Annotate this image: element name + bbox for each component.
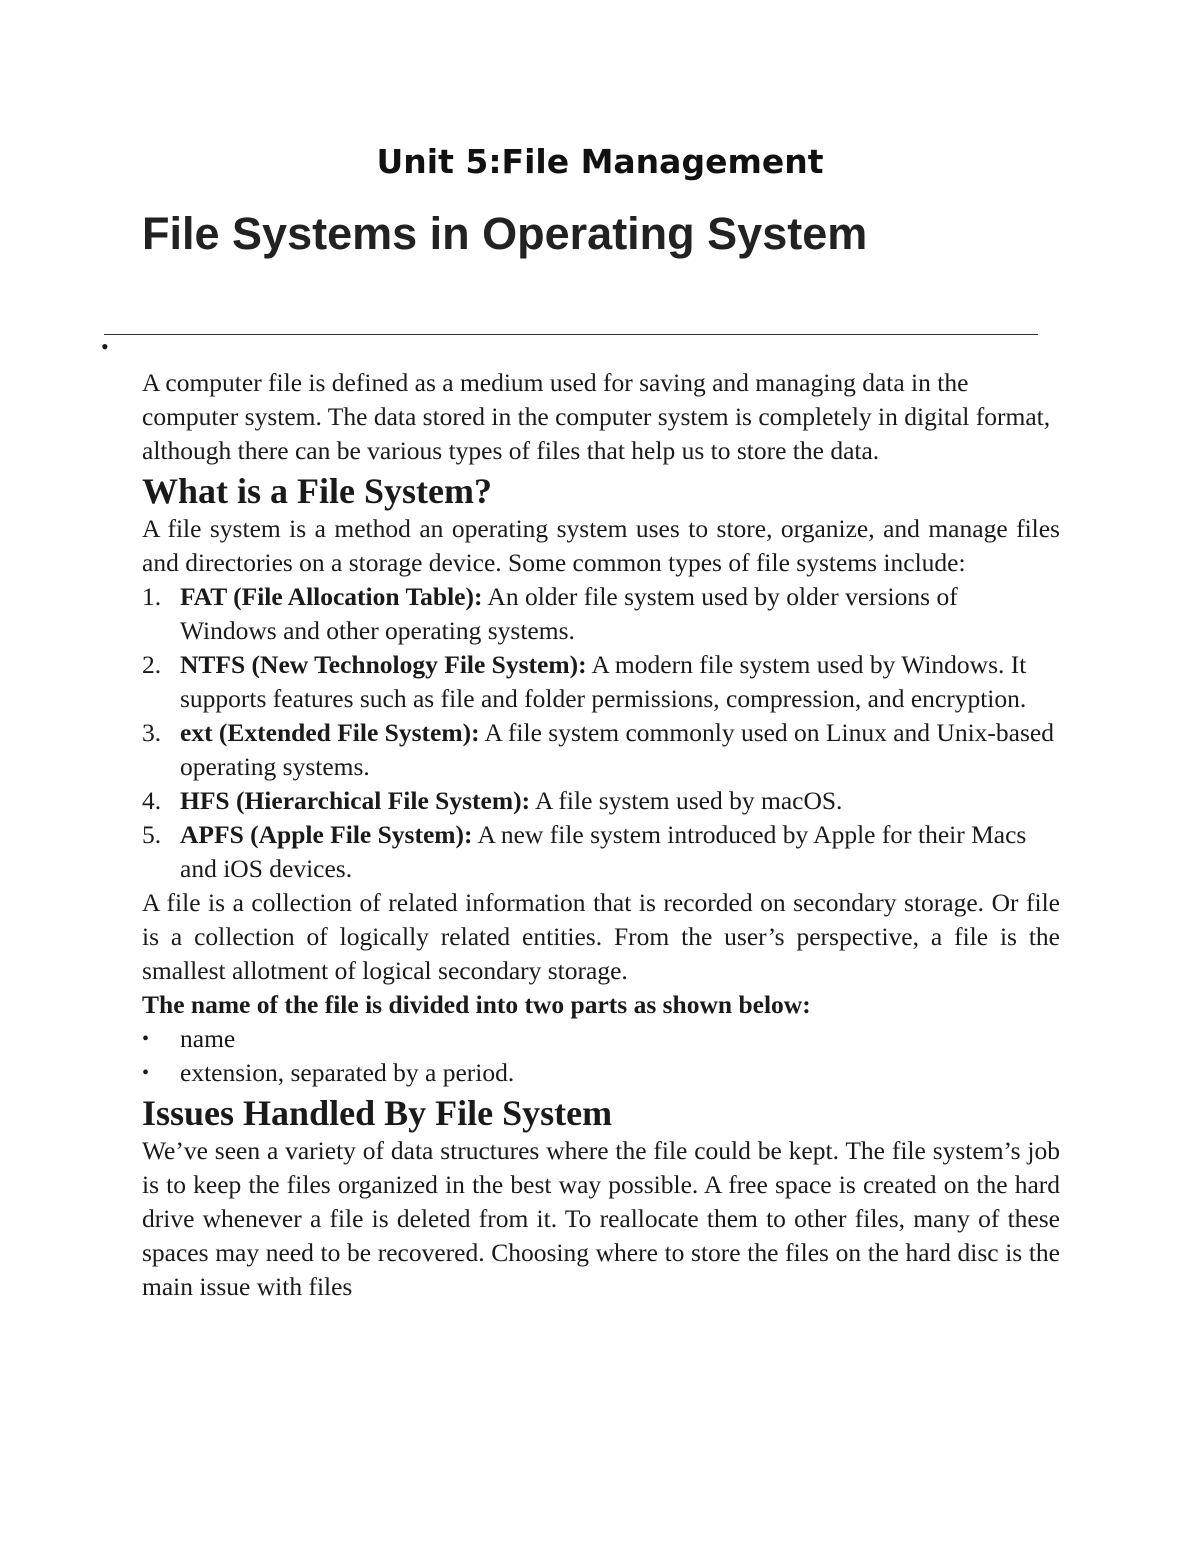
bullet-icon: • xyxy=(142,1028,150,1050)
section-heading-issues: Issues Handled By File System xyxy=(142,1093,613,1133)
list-text: name xyxy=(180,1024,236,1053)
document-body xyxy=(142,366,1060,1304)
list-description: A new file system introduced by Apple for their Macs and iOS devices. xyxy=(180,820,1027,883)
list-description: A file system commonly used on Linux and Unix-based operating systems. xyxy=(180,718,1054,781)
section-heading-file-system: What is a File System? xyxy=(142,471,492,511)
list-description: A file system used by macOS. xyxy=(530,786,843,815)
main-title: File Systems in Operating System xyxy=(142,208,868,259)
list-item xyxy=(142,716,1060,784)
list-item xyxy=(142,784,1060,818)
list-term: APFS (Apple File System): xyxy=(180,820,473,849)
file-system-paragraph: A file system is a method an operating system uses to store, organize, and manage files and directories on a storage device. Some common types of file systems include: xyxy=(142,514,1060,577)
list-item xyxy=(142,580,1060,648)
file-name-intro-text: The name of the file is divided into two parts as shown below: xyxy=(142,990,811,1019)
unit-title: Unit 5:File Management xyxy=(376,142,824,181)
issues-paragraph: We’ve seen a variety of data structures where the file could be kept. The file system’s job is to keep the files organized in the best way possible. A free space is created on the hard drive whenever a file is deleted from it. To reallocate them to other files, many of these spaces may need to be recovered. Choosing where to store the files on the hard disc is the main issue with files xyxy=(142,1136,1060,1301)
list-number: 4. xyxy=(142,786,162,815)
list-term: ext (Extended File System): xyxy=(180,718,480,747)
horizontal-rule xyxy=(104,334,1038,335)
list-term: HFS (Hierarchical File System): xyxy=(180,786,531,815)
list-item xyxy=(142,648,1060,716)
list-number: 1. xyxy=(142,582,162,611)
file-name-intro xyxy=(142,988,1060,1022)
file-system-types-list xyxy=(142,580,1060,886)
list-term: FAT (File Allocation Table): xyxy=(180,582,483,611)
list-item xyxy=(142,818,1060,886)
list-item xyxy=(142,1022,1060,1056)
file-definition-paragraph: A file is a collection of related information that is recorded on secondary storage. Or file is a collection of logically related entities. From the user’s perspective, a file is the smallest allotment of logical secondary storage. xyxy=(142,888,1060,985)
list-term: NTFS (New Technology File System): xyxy=(180,650,587,679)
bullet-icon: • xyxy=(101,334,109,359)
list-text: extension, separated by a period. xyxy=(180,1058,515,1087)
list-description: A modern file system used by Windows. It supports features such as file and folder permissions, compression, and encryption. xyxy=(180,650,1027,713)
list-number: 3. xyxy=(142,718,162,747)
list-number: 2. xyxy=(142,650,162,679)
file-name-parts-list xyxy=(142,1022,1060,1090)
list-description: An older file system used by older versions of Windows and other operating systems. xyxy=(180,582,958,645)
bullet-icon: • xyxy=(142,1062,150,1084)
list-number: 5. xyxy=(142,820,162,849)
list-item xyxy=(142,1056,1060,1090)
intro-paragraph: A computer file is defined as a medium used for saving and managing data in the computer system. The data stored in the computer system is completely in digital format, although there can be various types of files that help us to store the data. xyxy=(142,368,1051,465)
